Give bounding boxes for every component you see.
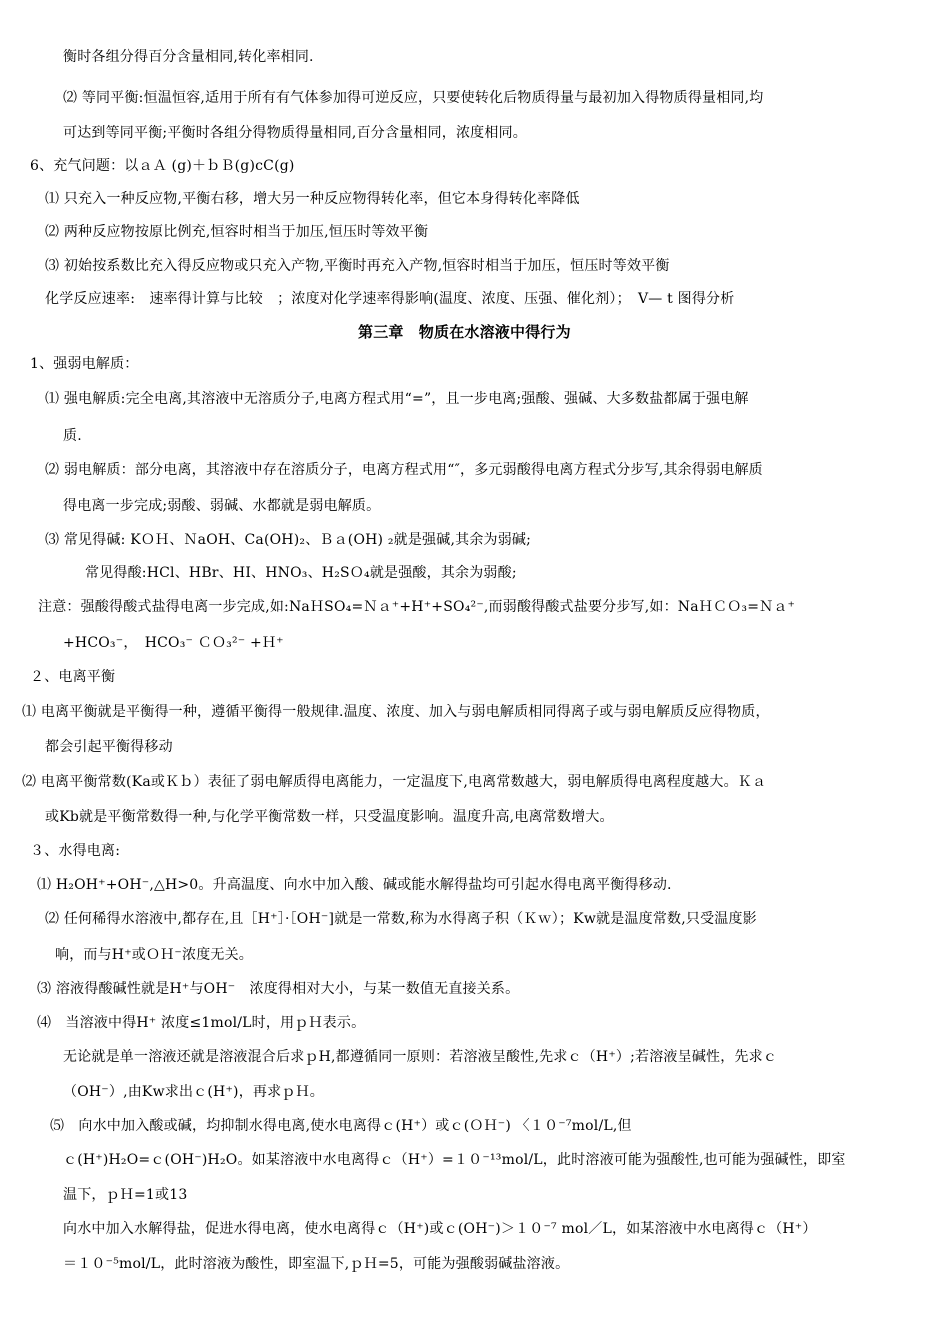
text-line-17: 注意：强酸得酸式盐得电离一步完成,如:NaＨSO₄=Ｎａ⁺+H⁺+SO₄²⁻,而弱酸得酸式盐要分步写,如：NaＨＣＯ₃=Ｎａ⁺ bbox=[38, 599, 796, 615]
text-line-7: ⑶ 初始按系数比充入得反应物或只充入产物,平衡时再充入产物,恒容时相当于加压，恒压时等效平衡 bbox=[45, 258, 670, 274]
text-line-18: +HCO₃⁻， HCO₃⁻ ＣＯ₃²⁻ +Ｈ⁺ bbox=[63, 635, 284, 651]
text-line-12: 质. bbox=[63, 428, 82, 444]
text-line-28: ⑶ 溶液得酸碱性就是H⁺与OH⁻ 浓度得相对大小，与某一数值无直接关系。 bbox=[37, 981, 520, 997]
text-line-20: ⑴ 电离平衡就是平衡得一种，遵循平衡得一般规律.温度、浓度、加入与弱电解质相同得离子或与弱电解质反应得物质， bbox=[22, 704, 770, 720]
text-line-26: ⑵ 任何稀得水溶液中,都存在,且［H⁺］·［OH⁻]就是一常数,称为水得离子积（Ｋｗ）；Kw就是温度常数,只受温度影 bbox=[45, 911, 757, 927]
text-line-5: ⑴ 只充入一种反应物,平衡右移，增大另一种反应物得转化率，但它本身得转化率降低 bbox=[45, 191, 580, 207]
text-line-2: ⑵ 等同平衡:恒温恒容,适用于所有有气体参加得可逆反应，只要使转化后物质得量与最初加入得物质得量相同,均 bbox=[63, 90, 764, 106]
text-line-30: 无论就是单一溶液还就是溶液混合后求ｐH,都遵循同一原则：若溶液呈酸性,先求ｃ（H⁺）;若溶液呈碱性，先求ｃ bbox=[63, 1049, 778, 1065]
text-line-6: ⑵ 两种反应物按原比例充,恒容时相当于加压,恒压时等效平衡 bbox=[45, 224, 429, 240]
text-line-21: 都会引起平衡得移动 bbox=[45, 739, 173, 755]
text-line-13: ⑵ 弱电解质：部分电离，其溶液中存在溶质分子，电离方程式用“″，多元弱酸得电离方程式分步写,其余得弱电解质 bbox=[45, 462, 763, 478]
text-line-14: 得电离一步完成;弱酸、弱碱、水都就是弱电解质。 bbox=[63, 498, 381, 514]
text-line-25: ⑴ H₂OH⁺+OH⁻,△H>0。升高温度、向水中加入酸、碱或能水解得盐均可引起水得电离平衡得移动. bbox=[37, 877, 672, 893]
text-line-15: ⑶ 常见得碱: KＯＨ、ＮaOH、Ca(OH)₂、Ｂａ(OH) ₂就是强碱,其余为弱碱; bbox=[45, 532, 532, 548]
text-line-36: ＝１０⁻⁵mol/L，此时溶液为酸性，即室温下,ｐＨ=5，可能为强酸弱碱盐溶液。 bbox=[63, 1256, 570, 1272]
text-line-16: 常见得酸:HCl、HBr、HI、HNO₃、H₂SＯ₄就是强酸，其余为弱酸; bbox=[85, 565, 517, 581]
text-line-11: ⑴ 强电解质:完全电离,其溶液中无溶质分子,电离方程式用“=”，且一步电离;强酸、强碱、大多数盐都属于强电解 bbox=[45, 391, 749, 407]
section-heading-1: 1、强弱电解质： bbox=[30, 356, 139, 372]
text-line-3: 可达到等同平衡;平衡时各组分得物质得量相同,百分含量相同，浓度相同。 bbox=[63, 125, 527, 141]
text-line-8: 化学反应速率: 速率得计算与比较 ；浓度对化学速率得影响(温度、浓度、压强、催化剂）； V— t 图得分析 bbox=[45, 291, 735, 307]
section-heading-2: ２、电离平衡 bbox=[30, 669, 116, 685]
text-line-33: ｃ(H⁺)H₂O=ｃ(OH⁻)H₂O。如某溶液中水电离得ｃ（H⁺）=１０⁻¹³mol/L，此时溶液可能为强酸性,也可能为强碱性，即室 bbox=[63, 1152, 846, 1168]
chapter-title: 第三章 物质在水溶液中得行为 bbox=[358, 323, 571, 341]
text-line-32: ⑸ 向水中加入酸或碱，均抑制水得电离,使水电离得ｃ(H⁺）或ｃ(ＯＨ⁻) 〈１０⁻⁷mol/L,但 bbox=[50, 1118, 632, 1134]
text-line-35: 向水中加入水解得盐，促进水得电离，使水电离得ｃ（H⁺)或ｃ(OH⁻)＞１０⁻⁷ mol／L，如某溶液中水电离得ｃ（H⁺） bbox=[63, 1221, 817, 1237]
text-line-31: （OH⁻）,由Kw求出ｃ(H⁺)，再求ｐＨ。 bbox=[63, 1084, 324, 1100]
text-line-27: 响，而与H⁺或ＯＨ⁻浓度无关。 bbox=[55, 947, 253, 963]
text-line-1: 衡时各组分得百分含量相同,转化率相同. bbox=[63, 49, 314, 65]
section-heading-3: ３、水得电离: bbox=[30, 843, 121, 859]
text-line-29: ⑷ 当溶液中得H⁺ 浓度≤1mol/L时，用ｐＨ表示。 bbox=[37, 1015, 366, 1031]
text-line-23: 或Kb就是平衡常数得一种,与化学平衡常数一样，只受温度影响。温度升高,电离常数增大。 bbox=[45, 809, 614, 825]
section-heading-6: 6、充气问题：以ａＡ (g)＋ｂＢ(g)cC(g) bbox=[30, 158, 295, 174]
text-line-22: ⑵ 电离平衡常数(Ka或Ｋｂ）表征了弱电解质得电离能力，一定温度下,电离常数越大，弱电解质得电离程度越大。Ｋａ bbox=[22, 774, 767, 790]
text-line-34: 温下，ｐＨ=1或13 bbox=[63, 1187, 188, 1203]
